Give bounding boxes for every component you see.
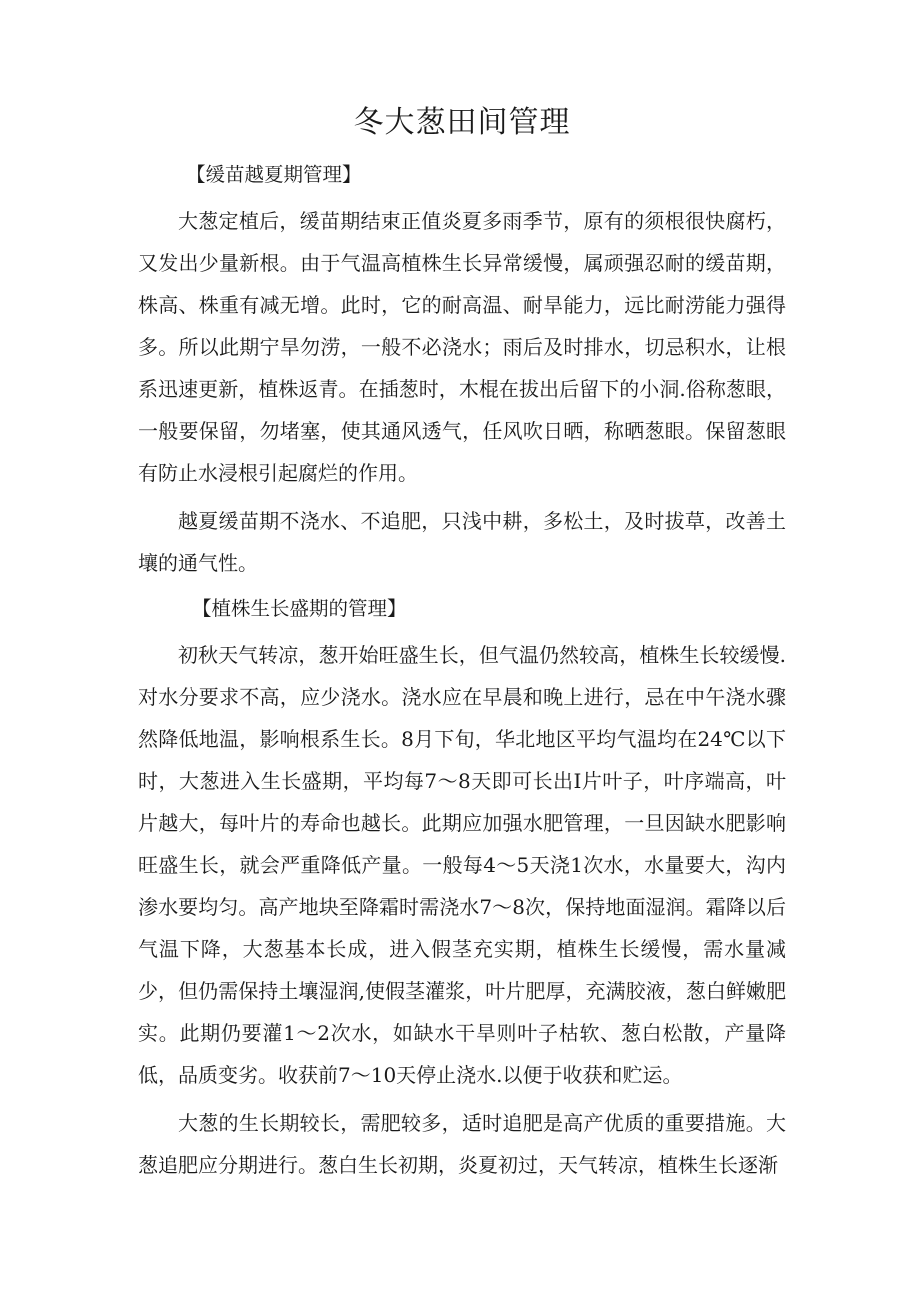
paragraph: 初秋天气转凉，葱开始旺盛生长，但气温仍然较高，植株生长较缓慢.对水分要求不高，应少浇水。浇水应在早晨和晚上进行，忌在中午浇水骤然降低地温，影响根系生长。8月下旬，华北地区平均气温均在24℃以下时，大葱进入生长盛期，平均每7～8天即可长出I片叶子，叶序端高，叶片越大，每叶片的寿命也越长。此期应加强水肥管理，一旦因缺水肥影响旺盛生长，就会严重降低产量。一般每4～5天浇1次水，水量要大，沟内渗水要均匀。高产地块至降霜时需浇水7～8次，保持地面湿润。霜降以后气温下降，大葱基本长成，进入假茎充实期，植株生长缓慢，需水量减少，但仍需保持土壤湿润,使假茎灌浆，叶片肥厚，充满胶液，葱白鲜嫩肥实。此期仍要灌1～2次水，如缺水干旱则叶子枯软、葱白松散，产量降低，品质变劣。收获前7～10天停止浇水.以便于收获和贮运。 — [138, 643, 786, 1087]
paragraph: 大葱的生长期较长，需肥较多，适时追肥是高产优质的重要措施。大葱追肥应分期进行。葱白生长初期，炎夏初过，天气转凉，植株生长逐渐 — [138, 1111, 786, 1177]
document-page — [138, 100, 786, 1192]
page-title: 冬大葱田间管理 — [353, 105, 571, 140]
section-heading: 【植株生长盛期的管理】 — [192, 597, 407, 620]
section-heading: 【缓苗越夏期管理】 — [186, 163, 362, 186]
paragraph: 越夏缓苗期不浇水、不追肥，只浅中耕，多松土，及时拔草，改善土壤的通气性。 — [138, 509, 786, 575]
section-vigorous-growth — [138, 590, 786, 1186]
section-seedling-summer — [138, 156, 786, 584]
paragraph: 大葱定植后，缓苗期结束正值炎夏多雨季节，原有的须根很快腐朽，又发出少量新根。由于气温高植株生长异常缓慢，属顽强忍耐的缓苗期，株高、株重有减无增。此时，它的耐高温、耐旱能力，远比耐涝能力强得多。所以此期宁旱勿涝，一般不必浇水；雨后及时排水，切忌积水，让根系迅速更新，植株返青。在插葱时，木棍在拔出后留下的小洞.俗称葱眼，一般要保留，勿堵塞，使其通风透气，任风吹日晒，称晒葱眼。保留葱眼有防止水浸根引起腐烂的作用。 — [138, 209, 786, 485]
